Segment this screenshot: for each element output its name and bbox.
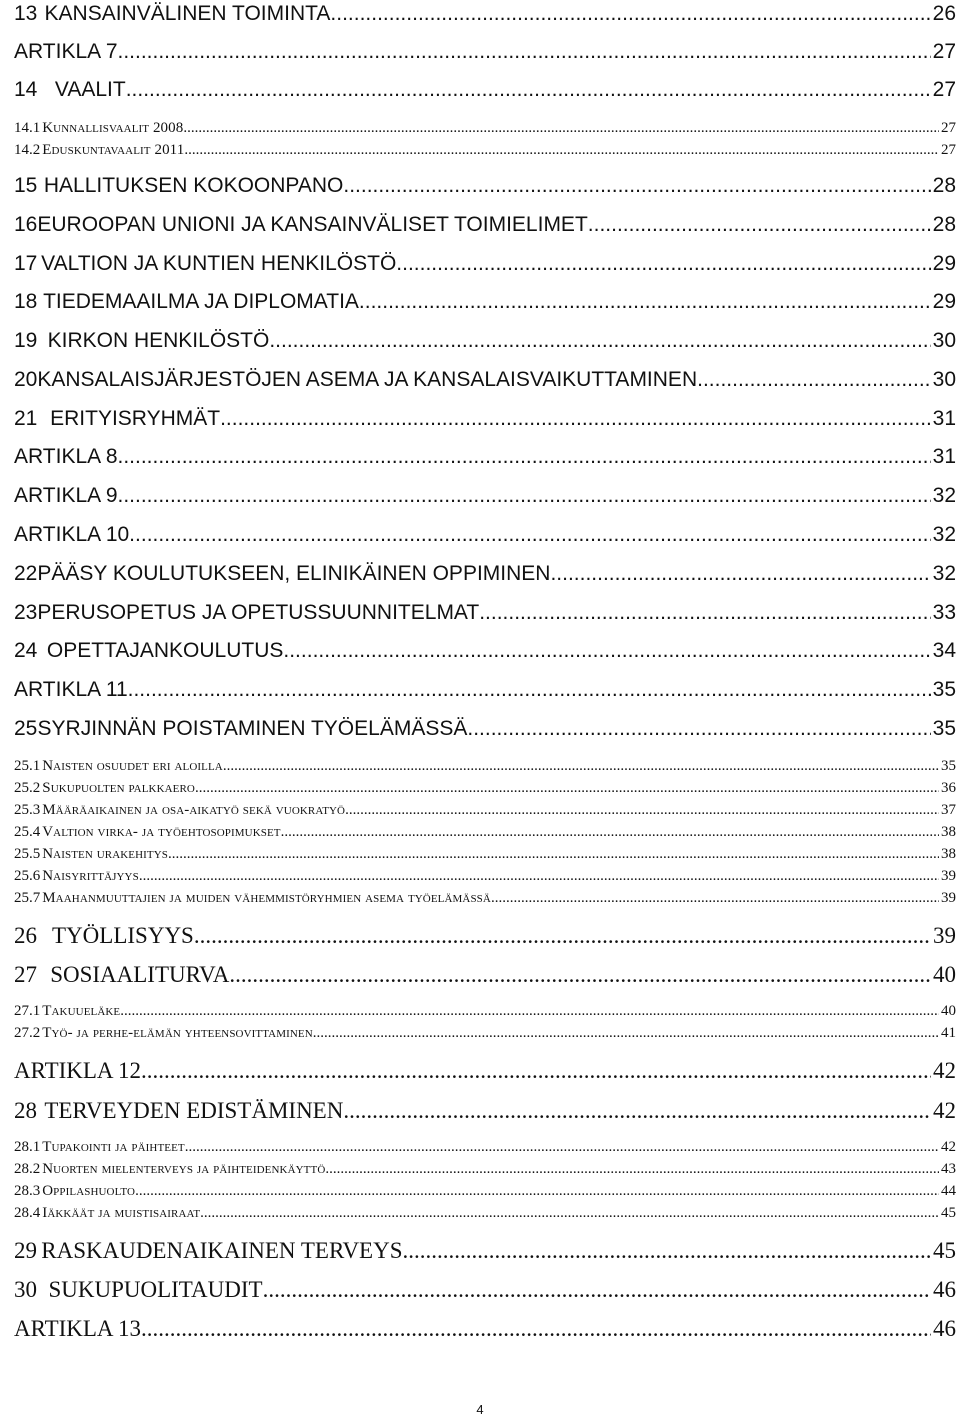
toc-entry-number: 25.4 (14, 824, 41, 840)
toc-entry-number: 25 (14, 717, 38, 740)
toc-entry-page: 38 (941, 824, 956, 840)
dot-leader (123, 444, 930, 470)
toc-entry-page: 46 (933, 1277, 956, 1302)
toc-entry[interactable] (14, 961, 956, 989)
toc-entry-title: RASKAUDENAIKAINEN TERVEYS (41, 1238, 403, 1263)
toc-entry-number: 25.1 (14, 758, 41, 774)
toc-subentry[interactable] (14, 1138, 956, 1156)
toc-entry-page: 46 (933, 1316, 956, 1341)
dot-leader (135, 1182, 939, 1200)
toc-subentry[interactable] (14, 867, 956, 885)
toc-entry-page: 35 (941, 758, 956, 774)
toc-entry-number: 24 (14, 639, 38, 662)
dot-leader (194, 922, 931, 950)
dot-leader (133, 677, 930, 703)
toc-entry[interactable] (14, 1315, 956, 1343)
toc-entry-title: Sukupuolten palkkaero (42, 780, 195, 796)
toc-entry-title: KIRKON HENKILÖSTÖ (47, 329, 270, 352)
toc-entry-page: 29 (932, 290, 956, 313)
toc-entry-number: 14.1 (14, 120, 41, 136)
toc-entry-number: 20 (14, 368, 38, 391)
toc-entry-number: 22 (14, 562, 38, 585)
toc-entry-title: Oppilashuolto (42, 1183, 136, 1199)
toc-entry-title: ARTIKLA 12. (14, 1058, 147, 1083)
toc-entry-page: 32 (932, 484, 956, 507)
toc-entry-page: 41 (941, 1025, 956, 1041)
toc-subentry[interactable] (14, 1160, 956, 1178)
dot-leader (147, 1315, 931, 1343)
dot-leader (223, 757, 939, 775)
toc-entry-number: 29 (14, 1238, 37, 1263)
toc-entry-number: 19 (14, 329, 38, 352)
toc-entry-page: 27 (941, 120, 956, 136)
dot-leader (491, 889, 939, 907)
toc-entry-page: 28 (932, 213, 956, 236)
toc-entry-title: Iäkkäät ja muistisairaat (42, 1205, 201, 1221)
toc-entry-page: 32 (932, 562, 956, 585)
dot-leader (313, 1024, 939, 1042)
toc-entry-page: 39 (941, 868, 956, 884)
toc-entry-page: 30 (932, 368, 956, 391)
toc-entry[interactable] (14, 1057, 956, 1085)
dot-leader (359, 289, 931, 315)
dot-leader (343, 173, 930, 199)
toc-entry-title: ARTIKLA 11. (14, 678, 134, 701)
toc-entry-title: Maahanmuuttajien ja muiden vähemmistöryhmien asema työelämässä (42, 890, 491, 906)
toc-subentry[interactable] (14, 889, 956, 907)
toc-entry-title: Naisyrittäjyys (42, 868, 139, 884)
toc-entry-number: 21 (14, 407, 38, 430)
toc-entry-page: 39 (933, 923, 956, 948)
toc-entry-title: ARTIKLA 9. (14, 484, 124, 507)
toc-entry[interactable] (14, 1237, 956, 1265)
dot-leader (123, 483, 930, 509)
dot-leader (263, 1276, 931, 1304)
dot-leader (220, 406, 931, 432)
toc-entry-number: 25.2 (14, 780, 41, 796)
toc-entry[interactable] (14, 1, 956, 27)
toc-subentry[interactable] (14, 1182, 956, 1200)
toc-entry-page: 30 (932, 329, 956, 352)
toc-entry-title: Määräaikainen ja osa-aikatyö sekä vuokratyö (42, 802, 346, 818)
toc-subentry[interactable] (14, 779, 956, 797)
toc-entry-title: Valtion virka- ja työehtosopimukset (42, 824, 281, 840)
toc-entry-page: 27 (932, 78, 956, 101)
dot-leader (396, 251, 930, 277)
toc-entry[interactable] (14, 39, 956, 65)
dot-leader (283, 638, 930, 664)
toc-entry-page: 31 (932, 407, 956, 430)
toc-entry[interactable] (14, 406, 956, 432)
toc-entry-number: 26 (14, 923, 37, 948)
toc-entry[interactable] (14, 367, 956, 393)
toc-entry[interactable] (14, 251, 956, 277)
dot-leader (467, 716, 930, 742)
toc-entry[interactable] (14, 444, 956, 470)
toc-entry-title: Naisten urakehitys (42, 846, 169, 862)
toc-entry-title: Työ- ja perhe-elämän yhteensovittaminen (42, 1025, 313, 1041)
toc-entry-page: 33 (932, 601, 956, 624)
toc-entry-page: 34 (932, 639, 956, 662)
toc-entry-title: Eduskuntavaalit 2011 (42, 142, 185, 158)
toc-entry-page: 40 (941, 1003, 956, 1019)
toc-entry-title: Takuueläke (42, 1003, 121, 1019)
toc-subentry[interactable] (14, 1024, 956, 1042)
toc-entry-title: ARTIKLA 8. (14, 445, 124, 468)
toc-entry-number: 16 (14, 213, 38, 236)
toc-entry[interactable] (14, 600, 956, 626)
toc-entry-number: 27.2 (14, 1025, 41, 1041)
toc-entry-title: ARTIKLA 7. (14, 40, 124, 63)
dot-leader (120, 1002, 939, 1020)
toc-entry-page: 40 (933, 962, 956, 987)
dot-leader (550, 561, 930, 587)
toc-entry-page: 45 (941, 1205, 956, 1221)
toc-entry-number: 28.1 (14, 1139, 41, 1155)
dot-leader (135, 522, 931, 548)
toc-subentry[interactable] (14, 757, 956, 775)
toc-entry-number: 28.2 (14, 1161, 41, 1177)
toc-entry-page: 38 (941, 846, 956, 862)
toc-entry[interactable] (14, 561, 956, 587)
toc-entry-title: EUROOPAN UNIONI JA KANSAINVÄLISET TOIMIELIMET (37, 213, 588, 236)
toc-entry-title: Kunnallisvaalit 2008 (42, 120, 184, 136)
dot-leader (126, 77, 931, 103)
toc-entry-page: 35 (932, 678, 956, 701)
dot-leader (281, 823, 939, 841)
toc-entry-number: 14.2 (14, 142, 41, 158)
toc-entry[interactable] (14, 173, 956, 199)
toc-entry-title: HALLITUKSEN KOKOONPANO (43, 174, 344, 197)
toc-entry-title: TERVEYDEN EDISTÄMINEN (44, 1098, 344, 1123)
toc-entry-number: 25.3 (14, 802, 41, 818)
dot-leader (588, 212, 931, 238)
dot-leader (697, 367, 931, 393)
toc-entry-title: PERUSOPETUS JA OPETUSSUUNNITELMAT (37, 601, 480, 624)
toc-entry-page: 27 (941, 142, 956, 158)
toc-entry-page: 39 (941, 890, 956, 906)
toc-entry-title: KANSALAISJÄRJESTÖJEN ASEMA JA KANSALAISVAIKUTTAMINEN (37, 368, 698, 391)
toc-subentry[interactable] (14, 801, 956, 819)
toc-entry-title: VAALIT (54, 78, 126, 101)
toc-entry-page: 42 (941, 1139, 956, 1155)
dot-leader (345, 801, 939, 819)
toc-entry-page: 31 (932, 445, 956, 468)
toc-entry[interactable] (14, 483, 956, 509)
dot-leader (195, 779, 939, 797)
toc-entry-number: 27 (14, 962, 37, 987)
dot-leader (330, 1, 930, 27)
toc-entry[interactable] (14, 522, 956, 548)
toc-entry-number: 18 (14, 290, 38, 313)
toc-subentry[interactable] (14, 141, 956, 159)
toc-entry-title: SOSIAALITURVA (50, 962, 230, 987)
toc-entry-number: 30 (14, 1277, 37, 1302)
toc-entry-page: 27 (932, 40, 956, 63)
page-number: 4 (476, 1402, 484, 1417)
toc-entry[interactable] (14, 212, 956, 238)
toc-entry-title: KANSAINVÄLINEN TOIMINTA (44, 2, 331, 25)
toc-entry-title: ARTIKLA 10. (14, 523, 136, 546)
toc-entry[interactable] (14, 716, 956, 742)
toc-entry-number: 15 (14, 174, 38, 197)
toc-entry[interactable] (14, 1097, 956, 1125)
toc-entry-page: 35 (932, 717, 956, 740)
toc-entry[interactable] (14, 677, 956, 703)
toc-entry[interactable] (14, 328, 956, 354)
dot-leader (269, 328, 930, 354)
toc-entry-title: TYÖLLISYYS (52, 923, 194, 948)
toc-subentry[interactable] (14, 823, 956, 841)
toc-entry-number: 25.5 (14, 846, 41, 862)
toc-entry[interactable] (14, 1276, 956, 1304)
toc-entry-number: 23 (14, 601, 38, 624)
toc-entry-title: Tupakointi ja päihteet (42, 1139, 185, 1155)
toc-subentry[interactable] (14, 1204, 956, 1222)
toc-entry-title: PÄÄSY KOULUTUKSEEN, ELINIKÄINEN OPPIMINEN (37, 562, 551, 585)
toc-entry-title: Naisten osuudet eri aloilla (42, 758, 223, 774)
toc-entry-title: VALTION JA KUNTIEN HENKILÖSTÖ (41, 252, 397, 275)
toc-entry-page: 29 (932, 252, 956, 275)
toc-entry-page: 42 (933, 1058, 956, 1083)
toc-entry[interactable] (14, 289, 956, 315)
toc-entry-title: SUKUPUOLITAUDIT (48, 1277, 263, 1302)
toc-entry-title: ARTIKLA 13. (14, 1316, 147, 1341)
dot-leader (343, 1097, 931, 1125)
toc-entry[interactable] (14, 77, 956, 103)
toc-entry-page: 37 (941, 802, 956, 818)
toc-entry-page: 28 (932, 174, 956, 197)
dot-leader (147, 1057, 931, 1085)
toc-subentry[interactable] (14, 1002, 956, 1020)
toc-entry-title: ERITYISRYHMÄT (50, 407, 221, 430)
toc-entry-number: 14 (14, 78, 38, 101)
toc-entry-number: 25.7 (14, 890, 41, 906)
dot-leader (184, 141, 939, 159)
dot-leader (200, 1204, 939, 1222)
dot-leader (185, 1138, 939, 1156)
toc-entry-page: 36 (941, 780, 956, 796)
toc-subentry[interactable] (14, 845, 956, 863)
toc-entry-number: 25.6 (14, 868, 41, 884)
toc-entry[interactable] (14, 922, 956, 950)
toc-entry-title: TIEDEMAAILMA JA DIPLOMATIA (43, 290, 359, 313)
toc-entry-title: OPETTAJANKOULUTUS (46, 639, 284, 662)
dot-leader (168, 845, 939, 863)
dot-leader (479, 600, 930, 626)
toc-subentry[interactable] (14, 119, 956, 137)
dot-leader (229, 961, 931, 989)
toc-entry-number: 27.1 (14, 1003, 41, 1019)
toc-entry-number: 28.3 (14, 1183, 41, 1199)
toc-entry-page: 32 (932, 523, 956, 546)
toc-entry-number: 13 (14, 2, 38, 25)
toc-entry[interactable] (14, 638, 956, 664)
dot-leader (139, 867, 939, 885)
toc-entry-number: 17 (14, 252, 38, 275)
toc-entry-page: 45 (933, 1238, 956, 1263)
toc-entry-number: 28.4 (14, 1205, 41, 1221)
toc-entry-page: 26 (932, 2, 956, 25)
toc-entry-number: 28 (14, 1098, 37, 1123)
dot-leader (325, 1160, 939, 1178)
toc-entry-title: Nuorten mielenterveys ja päihteidenkäyttö (42, 1161, 326, 1177)
dot-leader (403, 1237, 931, 1265)
dot-leader (123, 39, 930, 65)
toc-entry-page: 44 (941, 1183, 956, 1199)
toc-entry-page: 42 (933, 1098, 956, 1123)
toc-entry-title: SYRJINNÄN POISTAMINEN TYÖELÄMÄSSÄ (37, 717, 468, 740)
toc-entry-page: 43 (941, 1161, 956, 1177)
dot-leader (183, 119, 939, 137)
